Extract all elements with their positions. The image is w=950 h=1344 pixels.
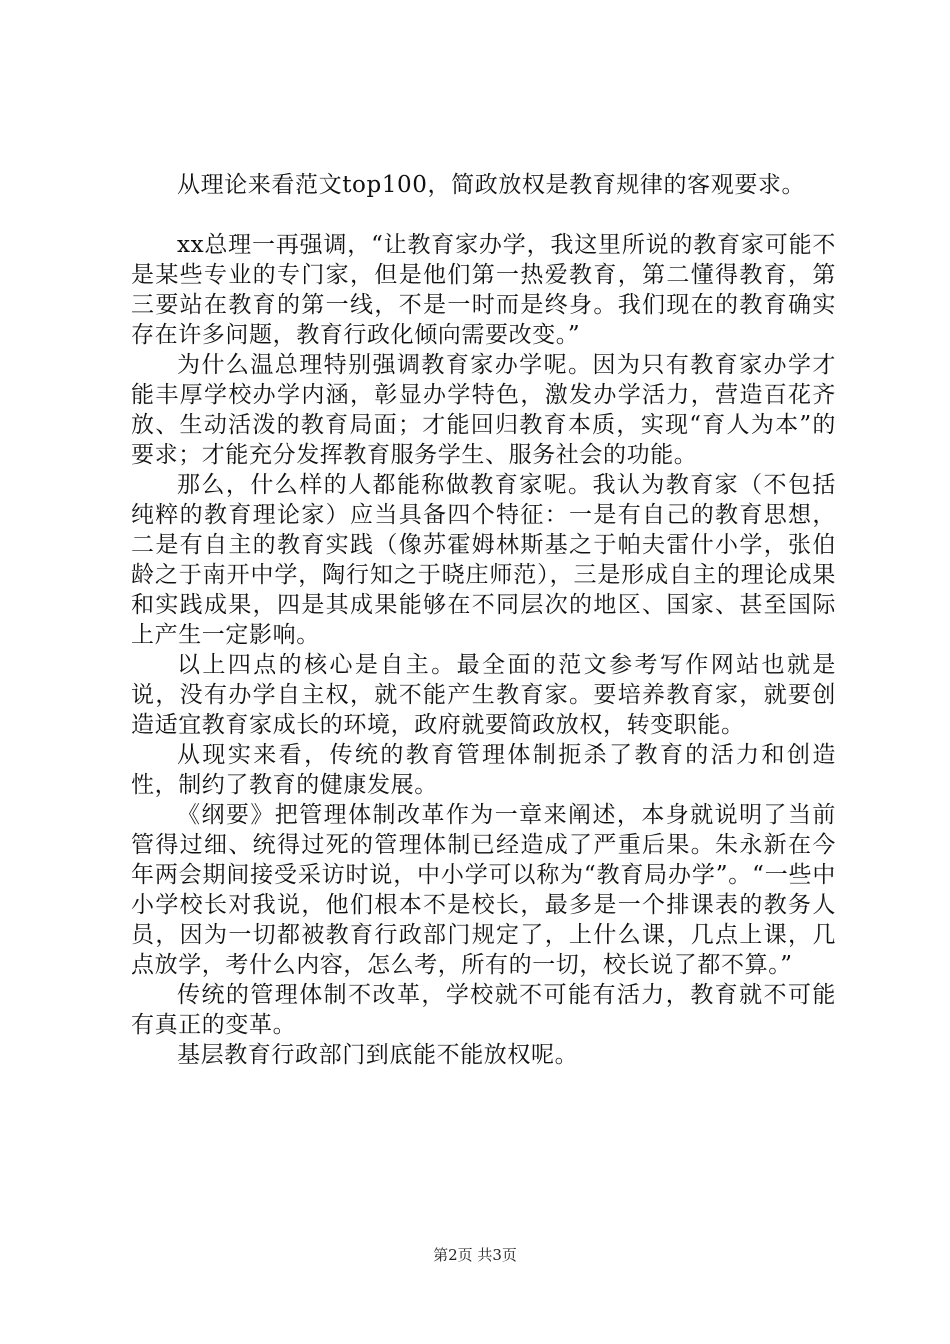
paragraph-7: 《纲要》把管理体制改革作为一章来阐述，本身就说明了当前管得过细、统得过死的管理体制已经造成了严重后果。朱永新在今年两会期间接受采访时说，中小学可以称为“教育局办学”。“一些中小学校长对我说，他们根本不是校长，最多是一个排课表的教务人员，因为一切都被教育行政部门规定了，上什么课，几点上课，几点放学，考什么内容，怎么考，所有的一切，校长说了都不算。”: [131, 802, 836, 978]
paragraph-2: xx总理一再强调，“让教育家办学，我这里所说的教育家可能不是某些专业的专门家，但是他们第一热爱教育，第二懂得教育，第三要站在教育的第一线，不是一时而是终身。我们现在的教育确实存在许多问题，教育行政化倾向需要改变。”: [131, 232, 836, 348]
paragraph-1: 从理论来看范文top100，简政放权是教育规律的客观要求。: [177, 172, 806, 198]
paragraph-4: 那么，什么样的人都能称做教育家呢。我认为教育家（不包括纯粹的教育理论家）应当具备四个特征：一是有自己的教育思想，二是有自主的教育实践（像苏霍姆林斯基之于帕夫雷什小学，张伯龄之于南开中学，陶行知之于晓庄师范），三是形成自主的理论成果和实践成果，四是其成果能够在不同层次的地区、国家、甚至国际上产生一定影响。: [131, 472, 836, 648]
paragraph-9: 基层教育行政部门到底能不能放权呢。: [177, 1042, 579, 1068]
document-body: [131, 170, 836, 1070]
paragraph-6: 从现实来看，传统的教育管理体制扼杀了教育的活力和创造性，制约了教育的健康发展。: [131, 742, 836, 798]
paragraph-3: 为什么温总理特别强调教育家办学呢。因为只有教育家办学才能丰厚学校办学内涵，彰显办学特色，激发办学活力，营造百花齐放、生动活泼的教育局面；才能回归教育本质，实现“育人为本”的要求；才能充分发挥教育服务学生、服务社会的功能。: [131, 352, 836, 468]
paragraph-8: 传统的管理体制不改革，学校就不可能有活力，教育就不可能有真正的变革。: [131, 982, 836, 1038]
page-footer: 第2页 共3页: [433, 1246, 517, 1264]
paragraph-5: 以上四点的核心是自主。最全面的范文参考写作网站也就是说，没有办学自主权，就不能产生教育家。要培养教育家，就要创造适宜教育家成长的环境，政府就要简政放权，转变职能。: [131, 652, 836, 738]
